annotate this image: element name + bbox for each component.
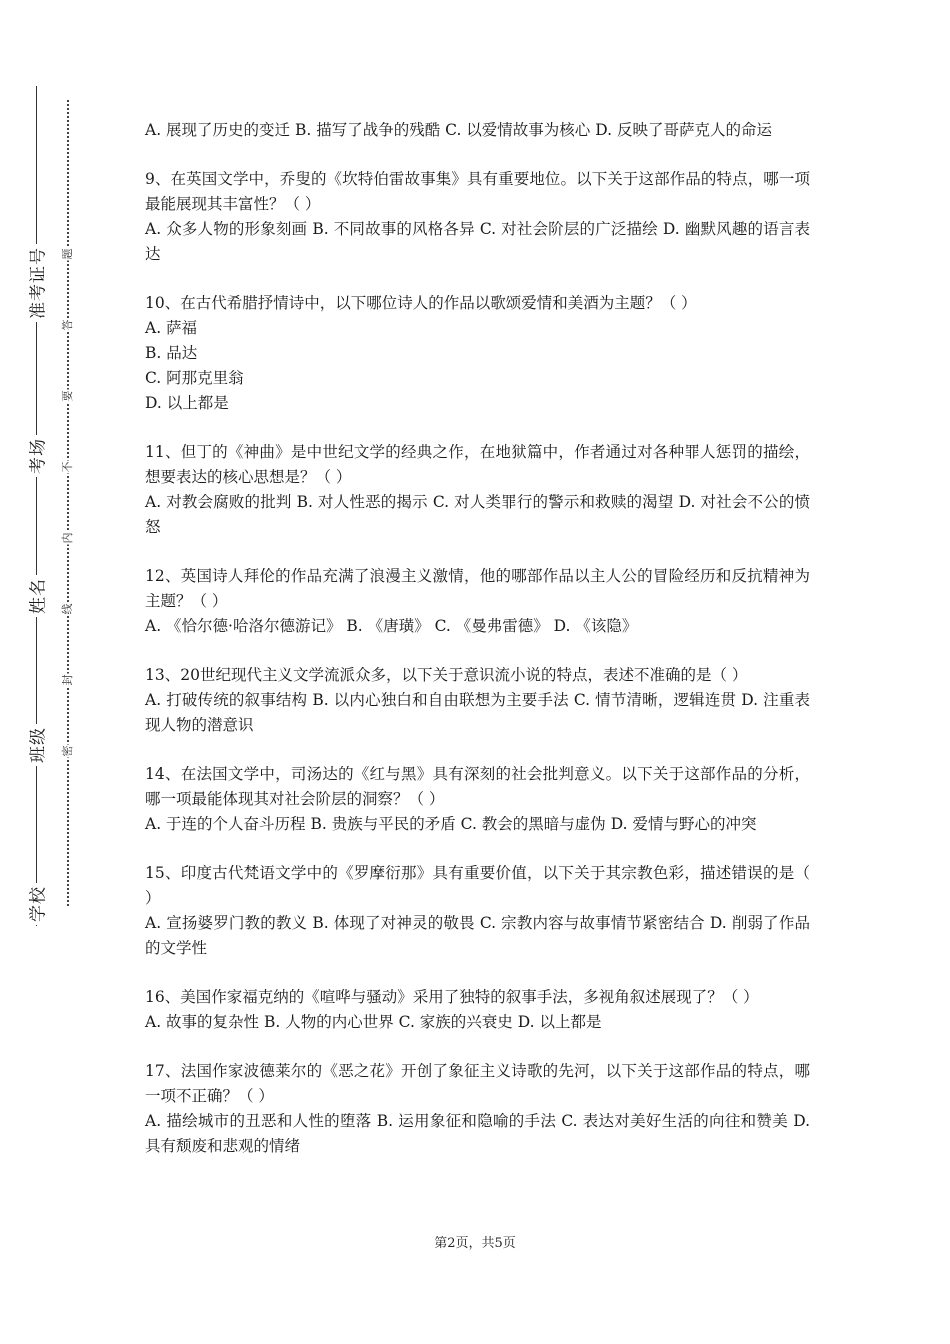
name-label: 姓名 <box>24 575 49 617</box>
question-stem: 10、在古代希腊抒情诗中，以下哪位诗人的作品以歌颂爱情和美酒为主题？（ ） <box>145 294 697 312</box>
question-12 <box>145 564 810 639</box>
question-list <box>145 118 810 1183</box>
exam-room-label: 考场 <box>24 435 49 477</box>
seal-char: 封 <box>61 674 74 686</box>
question-stem: 15、印度古代梵语文学中的《罗摩衍那》具有重要价值，以下关于其宗教色彩，描述错误的是（ ） <box>145 864 810 907</box>
question-11 <box>145 440 810 540</box>
seal-char: 答 <box>61 319 74 331</box>
seal-char: 内 <box>61 532 74 544</box>
question-17 <box>145 1059 810 1159</box>
seal-char: 题 <box>61 248 74 260</box>
exam-number-label: 准考证号 <box>24 244 49 322</box>
option-a: A. 萨福 <box>145 319 198 337</box>
seal-char: 线 <box>61 603 74 615</box>
question-stem: 16、美国作家福克纳的《喧哗与骚动》采用了独特的叙事手法，多视角叙述展现了？（ ） <box>145 988 759 1006</box>
school-label: 学校 <box>24 883 49 925</box>
options-line: A. 描绘城市的丑恶和人性的堕落 B. 运用象征和隐喻的手法 C. 表达对美好生活的向往和赞美 D. 具有颓废和悲观的情绪 <box>145 1112 810 1155</box>
seal-char: 密 <box>61 745 74 757</box>
options-line: A. 对教会腐败的批判 B. 对人性恶的揭示 C. 对人类罪行的警示和救赎的渴望 D. 对社会不公的愤怒 <box>145 493 810 536</box>
question-16 <box>145 985 810 1035</box>
binding-dotted-line <box>67 100 69 906</box>
question-stem: 9、在英国文学中，乔叟的《坎特伯雷故事集》具有重要地位。以下关于这部作品的特点，哪一项最能展现其丰富性？（ ） <box>145 170 810 213</box>
page-number: 第2页，共5页 <box>434 1236 516 1251</box>
option-d: D. 以上都是 <box>145 394 229 412</box>
question-stem: 17、法国作家波德莱尔的《恶之花》开创了象征主义诗歌的先河，以下关于这部作品的特点，哪一项不正确？（ ） <box>145 1062 810 1105</box>
question-stem: 13、20世纪现代主义文学流派众多，以下关于意识流小说的特点，表述不准确的是（ ） <box>145 666 748 684</box>
options-line: A. 《恰尔德·哈洛尔德游记》 B. 《唐璜》 C. 《曼弗雷德》 D. 《该隐》 <box>145 617 638 635</box>
options-line: A. 打破传统的叙事结构 B. 以内心独白和自由联想为主要手法 C. 情节清晰，逻辑连贯 D. 注重表现人物的潜意识 <box>145 691 810 734</box>
seal-char: 不 <box>61 461 74 473</box>
options-line: A. 展现了历史的变迁 B. 描写了战争的残酷 C. 以爱情故事为核心 D. 反映了哥萨克人的命运 <box>145 121 772 139</box>
class-label: 班级 <box>24 724 49 766</box>
question-13 <box>145 663 810 738</box>
options-line: A. 于连的个人奋斗历程 B. 贵族与平民的矛盾 C. 教会的黑暗与虚伪 D. 爱情与野心的冲突 <box>145 815 757 833</box>
option-c: C. 阿那克里翁 <box>145 369 244 387</box>
seal-char: 要 <box>61 390 74 402</box>
option-b: B. 品达 <box>145 344 198 362</box>
question-stem: 11、但丁的《神曲》是中世纪文学的经典之作，在地狱篇中，作者通过对各种罪人惩罚的描绘，想要表达的核心思想是？（ ） <box>145 443 810 486</box>
question-stem: 14、在法国文学中，司汤达的《红与黑》具有深刻的社会批判意义。以下关于这部作品的分析，哪一项最能体现其对社会阶层的洞察？（ ） <box>145 765 810 808</box>
question-8-tail <box>145 118 810 143</box>
options-line: A. 故事的复杂性 B. 人物的内心世界 C. 家族的兴衰史 D. 以上都是 <box>145 1013 602 1031</box>
question-15 <box>145 861 810 961</box>
binding-solid-line <box>36 86 37 926</box>
question-stem: 12、英国诗人拜伦的作品充满了浪漫主义激情，他的哪部作品以主人公的冒险经历和反抗精神为主题？（ ） <box>145 567 810 610</box>
question-10 <box>145 291 810 416</box>
question-14 <box>145 762 810 837</box>
question-9 <box>145 167 810 267</box>
options-line: A. 众多人物的形象刻画 B. 不同故事的风格各异 C. 对社会阶层的广泛描绘 D. 幽默风趣的语言表达 <box>145 220 810 263</box>
options-line: A. 宣扬婆罗门教的教义 B. 体现了对神灵的敬畏 C. 宗教内容与故事情节紧密结合 D. 削弱了作品的文学性 <box>145 914 810 957</box>
